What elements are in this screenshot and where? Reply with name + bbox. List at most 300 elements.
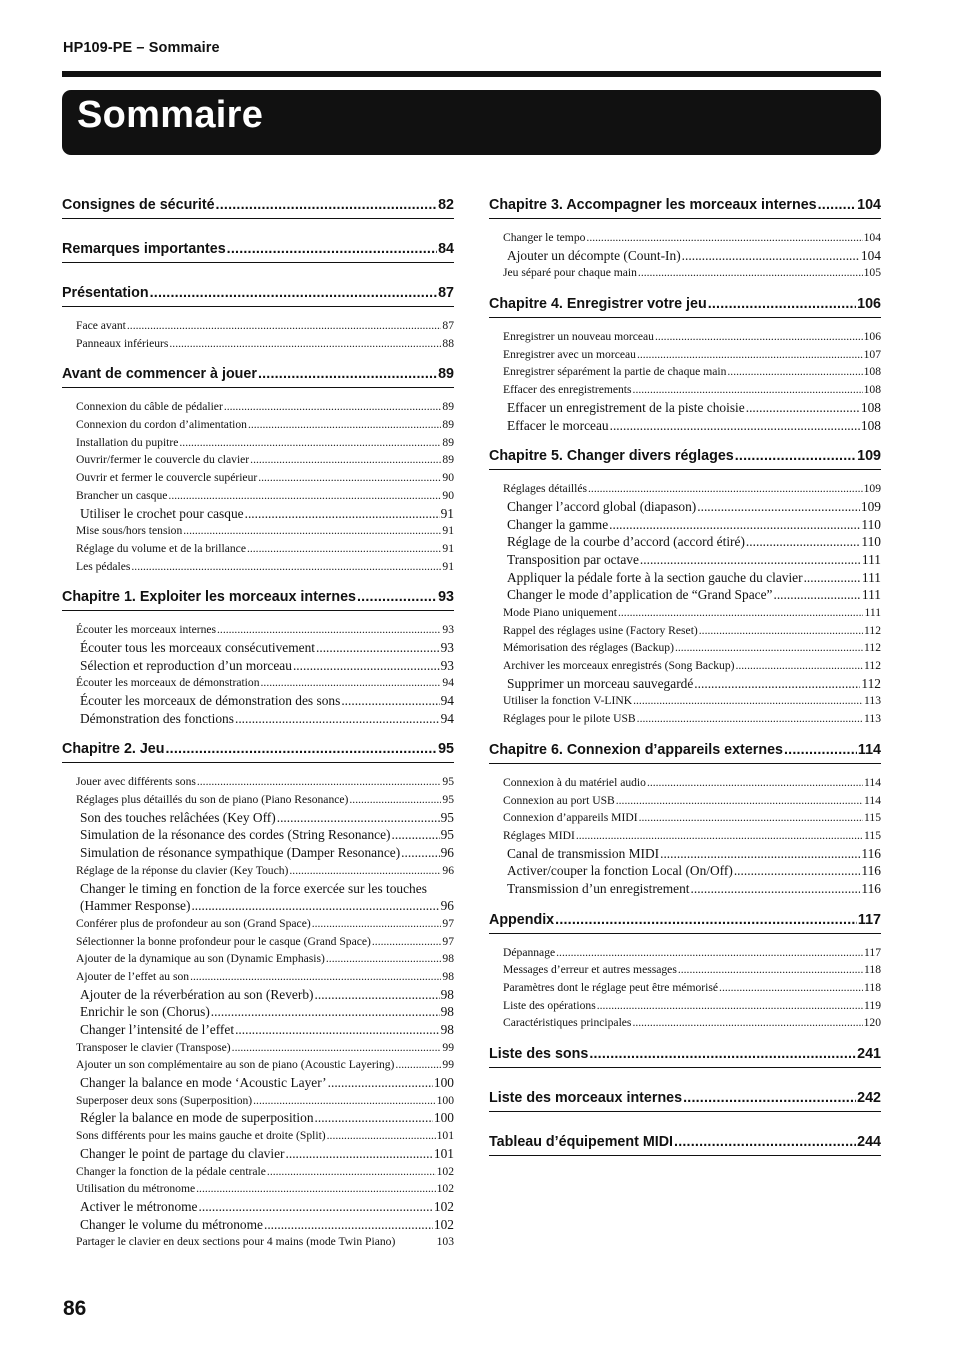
- toc-entry-link[interactable]: [62, 710, 454, 728]
- toc-entry-link[interactable]: [62, 674, 454, 692]
- toc-dot-leader: [655, 328, 863, 346]
- toc-entry-page: 114: [864, 793, 881, 807]
- toc-entry-link[interactable]: [62, 950, 454, 968]
- toc-entry-page: 117: [864, 945, 881, 959]
- toc-entry-link[interactable]: [489, 480, 881, 498]
- toc-dot-leader: [127, 317, 441, 335]
- toc-entry-link[interactable]: [489, 622, 881, 640]
- toc-entry-title: Réglage de la courbe d’accord (accord étiré): [507, 534, 745, 550]
- toc-entry-link[interactable]: [489, 569, 881, 587]
- toc-dot-leader: [708, 295, 856, 313]
- toc-entry-link[interactable]: [62, 621, 454, 639]
- toc-entry-title: Superposer deux sons (Superposition): [76, 1093, 253, 1107]
- toc-entry-page: 112: [864, 623, 881, 637]
- toc-entry-link[interactable]: [62, 844, 454, 862]
- toc-dot-leader: [804, 569, 861, 587]
- toc-entry-link[interactable]: [489, 792, 881, 810]
- toc-entry-link[interactable]: [62, 986, 454, 1004]
- toc-chapter-title: Chapitre 3. Accompagner les morceaux internes: [489, 197, 817, 213]
- toc-dot-leader: [341, 692, 439, 710]
- toc-entry-title: Sons différents pour les mains gauche et droite (Split): [76, 1129, 326, 1143]
- toc-entry-link[interactable]: [489, 586, 881, 604]
- toc-entry-link[interactable]: [62, 1198, 454, 1216]
- toc-entry-link[interactable]: [62, 1056, 454, 1074]
- toc-dot-leader: [556, 944, 863, 962]
- toc-dot-leader: [727, 363, 862, 381]
- toc-entry-link[interactable]: [62, 1074, 454, 1092]
- toc-entry-title: Activer le métronome: [80, 1198, 198, 1214]
- toc-dot-leader: [267, 1163, 436, 1181]
- toc-dot-leader: [682, 247, 860, 265]
- toc-entry-link[interactable]: [489, 1014, 881, 1032]
- toc-entry-page: 116: [861, 863, 881, 879]
- toc-entry-page: 111: [861, 569, 881, 585]
- toc-chapter-link[interactable]: [489, 1042, 881, 1068]
- toc-dot-leader: [637, 346, 863, 364]
- toc-dot-leader: [694, 675, 860, 693]
- toc-dot-leader: [316, 639, 440, 657]
- toc-entry-link[interactable]: [62, 809, 454, 827]
- toc-entry-title: Connexion à du matériel audio: [503, 775, 646, 789]
- toc-chapter-title: Appendix: [489, 911, 555, 928]
- toc-chapter-page: 117: [857, 911, 881, 928]
- toc-dot-leader: [247, 540, 441, 558]
- toc-entry-title: Caractéristiques principales: [503, 1016, 632, 1030]
- toc-entry-title: Panneaux inférieurs: [76, 336, 169, 350]
- toc-dot-leader: [719, 979, 863, 997]
- toc-entry-link[interactable]: [489, 328, 881, 346]
- toc-entry-title: Dépannage: [503, 945, 556, 959]
- toc-entry-page: 102: [433, 1198, 454, 1214]
- toc-entry-title: Paramètres dont le réglage peut être mémorisé: [503, 981, 719, 994]
- toc-entry-page: 91: [440, 505, 454, 521]
- toc-entry-link[interactable]: [489, 710, 881, 728]
- toc-entry-link[interactable]: [489, 229, 881, 247]
- toc-entry-page: 111: [864, 606, 881, 619]
- toc-entry-page: 95: [442, 793, 454, 807]
- toc-chapter-page: 93: [438, 589, 454, 606]
- toc-entry-link[interactable]: [62, 469, 454, 487]
- toc-entry-title: Son des touches relâchées (Key Off): [80, 809, 276, 825]
- toc-dot-leader: [555, 911, 857, 929]
- toc-dot-leader: [647, 774, 863, 792]
- toc-entry-link[interactable]: [489, 516, 881, 534]
- toc-chapter-page: 82: [438, 197, 454, 213]
- toc-chapter-link[interactable]: [489, 444, 881, 470]
- toc-entry-page: 114: [864, 775, 881, 789]
- toc-entry-link[interactable]: [489, 692, 881, 710]
- toc-dot-leader: [250, 451, 441, 469]
- toc-dot-leader: [401, 844, 439, 862]
- toc-entry-page: 111: [861, 551, 881, 567]
- toc-entry-page: 108: [860, 417, 881, 433]
- toc-entry-title: Enregistrer séparément la partie de chaque main: [503, 365, 727, 379]
- toc-chapter-title: Remarques importantes: [62, 241, 226, 257]
- toc-entry-link[interactable]: [62, 933, 454, 951]
- toc-dot-leader: [312, 915, 441, 933]
- toc-dot-leader: [293, 657, 440, 675]
- toc-dot-leader: [258, 365, 437, 383]
- toc-entry-link[interactable]: [489, 551, 881, 569]
- toc-entry-title: Changer le tempo: [503, 231, 586, 244]
- toc-entry-title: Ouvrir/fermer le couvercle du clavier: [76, 453, 250, 467]
- toc-chapter-title: Liste des sons: [489, 1046, 589, 1063]
- toc-entry-page: 118: [864, 963, 881, 977]
- toc-entry-page: 98: [442, 969, 454, 983]
- toc-entry-title: Sélectionner la bonne profondeur pour le casque (Grand Space): [76, 934, 371, 948]
- toc-dot-leader: [349, 791, 441, 809]
- toc-dot-leader: [327, 1127, 436, 1145]
- toc-dot-leader: [395, 1056, 441, 1074]
- toc-dot-leader: [196, 1180, 435, 1198]
- toc-chapter-page: 84: [438, 241, 454, 257]
- toc-entry-title: Installation du pupitre: [76, 435, 179, 449]
- toc-entry-title: Les pédales: [76, 559, 131, 573]
- toc-entry-page: 99: [442, 1040, 454, 1054]
- toc-entry-link[interactable]: [489, 346, 881, 364]
- toc-dot-leader: [217, 621, 441, 639]
- toc-entry-link[interactable]: [62, 1163, 454, 1181]
- toc-entry-title: Conférer plus de profondeur au son (Grand Space): [76, 916, 311, 930]
- toc-entry-page: 94: [440, 710, 454, 726]
- toc-entry-link[interactable]: [62, 398, 454, 416]
- toc-entry-link[interactable]: [62, 487, 454, 505]
- toc-entry-page: 90: [442, 488, 454, 502]
- toc-entry-link[interactable]: [489, 604, 881, 622]
- toc-chapter-link[interactable]: [62, 737, 454, 763]
- toc-entry-title: Mise sous/hors tension: [76, 524, 183, 538]
- toc-dot-leader: [392, 826, 440, 844]
- toc-entry-link[interactable]: [489, 498, 881, 516]
- toc-dot-leader: [216, 196, 438, 214]
- toc-entry-page: 89: [442, 435, 454, 449]
- toc-chapter-page: 95: [438, 741, 454, 758]
- toc-entry-page: 113: [864, 712, 881, 726]
- toc-dot-leader: [235, 1021, 440, 1039]
- toc-dot-leader: [248, 416, 441, 434]
- toc-entry-page: 89: [442, 418, 454, 432]
- toc-dot-leader: [675, 639, 863, 657]
- toc-dot-leader: [746, 533, 860, 551]
- toc-entry-title: Enregistrer avec un morceau: [503, 347, 636, 361]
- toc-entry-title: Changer l’accord global (diapason): [507, 498, 697, 514]
- toc-entry-link[interactable]: [62, 522, 454, 540]
- toc-dot-leader: [191, 897, 439, 915]
- toc-entry-link[interactable]: [62, 1039, 454, 1057]
- toc-chapter-link[interactable]: [489, 1130, 881, 1156]
- toc-entry-page: 116: [861, 880, 881, 896]
- toc-entry-page: 120: [863, 1016, 881, 1030]
- toc-entry-link[interactable]: [62, 657, 454, 675]
- toc-entry-title: Changer le point de partage du clavier: [80, 1145, 285, 1161]
- toc-entry-link[interactable]: [489, 809, 881, 827]
- toc-entry-page: 113: [864, 694, 881, 708]
- toc-entry-link[interactable]: [62, 1092, 454, 1110]
- toc-entry-link[interactable]: [489, 774, 881, 792]
- toc-entry-page: 112: [861, 675, 881, 691]
- toc-entry-page: 91: [442, 541, 454, 555]
- toc-chapter-link[interactable]: [62, 362, 454, 388]
- toc-entry-link[interactable]: [489, 417, 881, 435]
- toc-dot-leader: [735, 657, 863, 675]
- toc-dot-leader: [211, 1003, 440, 1021]
- toc-entry-link[interactable]: [489, 399, 881, 417]
- toc-entry-link[interactable]: [62, 1003, 454, 1021]
- toc-dot-leader: [169, 335, 441, 353]
- toc-entry-title: Changer la balance en mode ‘Acoustic Layer’: [80, 1075, 327, 1091]
- toc-entry-title: Archiver les morceaux enregistrés (Song Backup): [503, 659, 735, 673]
- toc-dot-leader: [199, 1198, 433, 1216]
- toc-chapter-link[interactable]: [489, 193, 881, 219]
- toc-entry-page: 99: [442, 1058, 454, 1072]
- toc-dot-leader: [328, 1074, 433, 1092]
- toc-entry-page: 91: [442, 524, 454, 538]
- toc-dot-leader: [734, 862, 861, 880]
- toc-chapter-link[interactable]: [62, 193, 454, 219]
- page-title: Sommaire: [77, 94, 264, 136]
- toc-dot-leader: [640, 551, 861, 569]
- toc-entry-title: Changer la fonction de la pédale centrale: [76, 1164, 266, 1178]
- toc-entry-title: Écouter les morceaux de démonstration des sons: [80, 693, 341, 708]
- toc-entry-page: 109: [860, 498, 881, 514]
- toc-entry-link[interactable]: [62, 317, 454, 335]
- toc-entry-group: [62, 389, 454, 585]
- toc-entry-page: 96: [442, 863, 454, 877]
- toc-entry-link[interactable]: [62, 1109, 454, 1127]
- toc-chapter-link[interactable]: [489, 292, 881, 318]
- toc-entry-line: [80, 897, 454, 915]
- toc-entry-group: [62, 612, 454, 737]
- toc-entry-link[interactable]: [489, 381, 881, 399]
- toc-entry-link[interactable]: [489, 944, 881, 962]
- toc-entry-page: 103: [436, 1235, 454, 1249]
- toc-chapter-link[interactable]: [489, 1086, 881, 1112]
- toc-entry-title: Simulation de résonance sympathique (Damper Resonance): [80, 845, 401, 861]
- toc-dot-leader: [589, 1045, 856, 1063]
- toc-entry-link[interactable]: [62, 826, 454, 844]
- toc-entry-title-cont: (Hammer Response): [80, 898, 191, 914]
- toc-entry-group: [62, 764, 454, 1261]
- toc-entry-link[interactable]: [62, 1233, 454, 1251]
- toc-entry-page: 97: [442, 916, 454, 930]
- toc-entry-link[interactable]: [489, 363, 881, 381]
- toc-entry-page: 101: [433, 1145, 454, 1161]
- title-banner: [62, 90, 881, 155]
- toc-entry-page: 90: [442, 471, 454, 485]
- toc-chapter-title: Consignes de sécurité: [62, 197, 215, 213]
- toc-entry-page: 91: [442, 559, 454, 573]
- toc-dot-leader: [258, 469, 441, 487]
- toc-entry-page: 98: [440, 1022, 454, 1038]
- toc-dot-leader: [235, 710, 440, 728]
- toc-entry-title: Ajouter un décompte (Count-In): [507, 247, 681, 263]
- toc-entry-page: 93: [442, 623, 454, 637]
- toc-dot-leader: [616, 792, 863, 810]
- toc-dot-leader: [632, 1014, 862, 1032]
- toc-dot-leader: [699, 622, 863, 640]
- toc-chapter-title: Chapitre 6. Connexion d’appareils externes: [489, 741, 783, 758]
- toc-entry-page: 105: [863, 266, 881, 280]
- toc-entry-link[interactable]: [62, 1145, 454, 1163]
- page-number: 86: [63, 1297, 87, 1320]
- toc-entry-title: Changer le volume du métronome: [80, 1216, 263, 1232]
- toc-entry-title: Connexion du cordon d’alimentation: [76, 418, 247, 432]
- toc-dot-leader: [227, 240, 437, 258]
- toc-entry-page: 100: [436, 1093, 454, 1107]
- toc-entry-title: Connexion au port USB: [503, 793, 615, 807]
- toc-entry-link[interactable]: [489, 997, 881, 1015]
- toc-dot-leader: [674, 1133, 856, 1151]
- toc-entry-link[interactable]: [489, 827, 881, 845]
- toc-chapter-link[interactable]: [489, 908, 881, 934]
- toc-chapter-page: 109: [857, 448, 881, 465]
- toc-entry-page: 119: [864, 998, 881, 1012]
- toc-entry-link[interactable]: [489, 247, 881, 265]
- toc-entry-title: Canal de transmission MIDI: [507, 845, 660, 861]
- toc-entry-page: 111: [861, 587, 881, 603]
- toc-chapter-title: Avant de commencer à jouer: [62, 366, 257, 383]
- toc-dot-leader: [633, 692, 863, 710]
- toc-entry-group: [489, 220, 881, 292]
- toc-entry-link[interactable]: [489, 657, 881, 675]
- toc-chapter-page: 89: [438, 366, 454, 383]
- toc-chapter-title: Chapitre 2. Jeu: [62, 741, 165, 758]
- toc-entry-page: 104: [860, 247, 881, 263]
- toc-dot-leader: [232, 1039, 441, 1057]
- toc-entry-link[interactable]: [62, 434, 454, 452]
- toc-chapter-title: Présentation: [62, 285, 149, 301]
- toc-chapter-title: Chapitre 1. Exploiter les morceaux internes: [62, 589, 356, 606]
- toc-entry-link[interactable]: [62, 1021, 454, 1039]
- toc-dot-leader: [610, 417, 860, 435]
- toc-entry-page: 100: [433, 1110, 454, 1126]
- toc-dot-leader: [818, 196, 857, 214]
- toc-entry-page: 96: [440, 898, 454, 914]
- toc-dot-leader: [633, 381, 863, 399]
- toc-dot-leader: [660, 845, 860, 863]
- toc-dot-leader: [286, 1145, 433, 1163]
- toc-entry-title: Écouter tous les morceaux consécutivement: [80, 639, 315, 655]
- toc-entry-title: Partager le clavier en deux sections pour 4 mains (mode Twin Piano): [76, 1235, 396, 1249]
- toc-entry-link[interactable]: [62, 1127, 454, 1145]
- toc-dot-leader: [576, 827, 863, 845]
- toc-entry-link[interactable]: [62, 416, 454, 434]
- toc-entry-title: Changer la gamme: [507, 516, 609, 532]
- toc-chapter-title: Chapitre 4. Enregistrer votre jeu: [489, 296, 707, 313]
- toc-entry-link[interactable]: [489, 961, 881, 979]
- toc-entry-link[interactable]: [489, 845, 881, 863]
- toc-entry-link[interactable]: [62, 558, 454, 576]
- toc-dot-leader: [166, 740, 438, 758]
- toc-entry-link[interactable]: [489, 880, 881, 898]
- toc-entry-page: 89: [442, 400, 454, 414]
- toc-entry-title: Transposition par octave: [507, 551, 639, 567]
- toc-dot-leader: [190, 968, 441, 986]
- toc-chapter-link[interactable]: [62, 281, 454, 307]
- toc-dot-leader: [197, 773, 441, 791]
- toc-entry-page: 97: [442, 934, 454, 948]
- toc-entry-link[interactable]: [489, 675, 881, 693]
- toc-entry-link[interactable]: [62, 968, 454, 986]
- toc-entry-page: 106: [863, 330, 881, 344]
- toc-entry-title: Utiliser la fonction V-LINK: [503, 694, 633, 708]
- toc-dot-leader: [691, 880, 861, 898]
- toc-entry-title: Ouvrir et fermer le couvercle supérieur: [76, 471, 258, 485]
- toc-entry-link[interactable]: [62, 880, 454, 915]
- toc-entry-link[interactable]: [62, 791, 454, 809]
- toc-entry-title: Réglage du volume et de la brillance: [76, 541, 246, 555]
- toc-chapter-link[interactable]: [62, 237, 454, 263]
- toc-entry-title: Enregistrer un nouveau morceau: [503, 330, 654, 344]
- toc-entry-title: Changer le timing en fonction de la force exercée sur les touches: [80, 880, 427, 896]
- toc-entry-page: 110: [861, 534, 881, 550]
- toc-entry-link[interactable]: [62, 862, 454, 880]
- toc-entry-link[interactable]: [62, 773, 454, 791]
- toc-entry-title: Effacer le morceau: [507, 417, 609, 433]
- toc-entry-title: Effacer un enregistrement de la piste choisie: [507, 399, 745, 415]
- toc-entry-page: 109: [863, 482, 881, 496]
- toc-entry-page: 98: [442, 952, 454, 966]
- toc-entry-title: Réglages pour le pilote USB: [503, 712, 636, 726]
- toc-chapter-link[interactable]: [489, 738, 881, 764]
- toc-entry-link[interactable]: [489, 533, 881, 551]
- toc-dot-leader: [168, 487, 441, 505]
- toc-entry-title: Messages d’erreur et autres messages: [503, 963, 677, 977]
- toc-entry-link[interactable]: [62, 1216, 454, 1234]
- toc-entry-page: 100: [433, 1075, 454, 1091]
- toc-entry-link[interactable]: [62, 540, 454, 558]
- toc-entry-page: 102: [433, 1216, 454, 1232]
- toc-entry-title: Mémorisation des réglages (Backup): [503, 641, 674, 655]
- toc-entry-title: Changer l’intensité de l’effet: [80, 1022, 235, 1038]
- toc-entry-title: Écouter les morceaux de démonstration: [76, 676, 260, 690]
- toc-entry-page: 110: [861, 516, 881, 532]
- toc-entry-title: Ajouter un son complémentaire au son de piano (Acoustic Layering): [76, 1058, 395, 1072]
- toc-entry-title: Réglages plus détaillés du son de piano (Piano Resonance): [76, 793, 349, 807]
- toc-entry-link[interactable]: [62, 505, 454, 523]
- toc-dot-leader: [131, 558, 441, 576]
- toc-dot-leader: [261, 674, 441, 692]
- toc-chapter-link[interactable]: [62, 585, 454, 611]
- toc-entry-link[interactable]: [489, 264, 881, 282]
- toc-entry-link[interactable]: [489, 979, 881, 997]
- toc-entry-link[interactable]: [62, 335, 454, 353]
- toc-dot-leader: [277, 809, 440, 827]
- toc-entry-link[interactable]: [62, 451, 454, 469]
- toc-entry-page: 95: [440, 809, 454, 825]
- toc-chapter-page: 244: [857, 1134, 881, 1151]
- toc-entry-page: 108: [863, 365, 881, 379]
- toc-entry-link[interactable]: [62, 915, 454, 933]
- toc-dot-leader: [637, 710, 863, 728]
- toc-entry-link[interactable]: [489, 862, 881, 880]
- toc-entry-title: Effacer des enregistrements: [503, 383, 632, 397]
- toc-right-column: [489, 193, 881, 1174]
- toc-entry-title: Réglages détaillés: [503, 482, 588, 496]
- toc-entry-title: Mode Piano uniquement: [503, 606, 617, 619]
- toc-dot-leader: [678, 961, 863, 979]
- toc-entry-link[interactable]: [62, 639, 454, 657]
- toc-entry-link[interactable]: [62, 692, 454, 710]
- toc-dot-leader: [253, 1092, 435, 1110]
- toc-entry-page: 94: [442, 676, 454, 690]
- toc-chapter-title: Chapitre 5. Changer divers réglages: [489, 448, 734, 465]
- toc-entry-page: 118: [864, 981, 881, 994]
- toc-entry-page: 112: [864, 659, 881, 673]
- toc-entry-link[interactable]: [62, 1180, 454, 1198]
- toc-entry-link[interactable]: [489, 639, 881, 657]
- toc-entry-page: 116: [861, 845, 881, 861]
